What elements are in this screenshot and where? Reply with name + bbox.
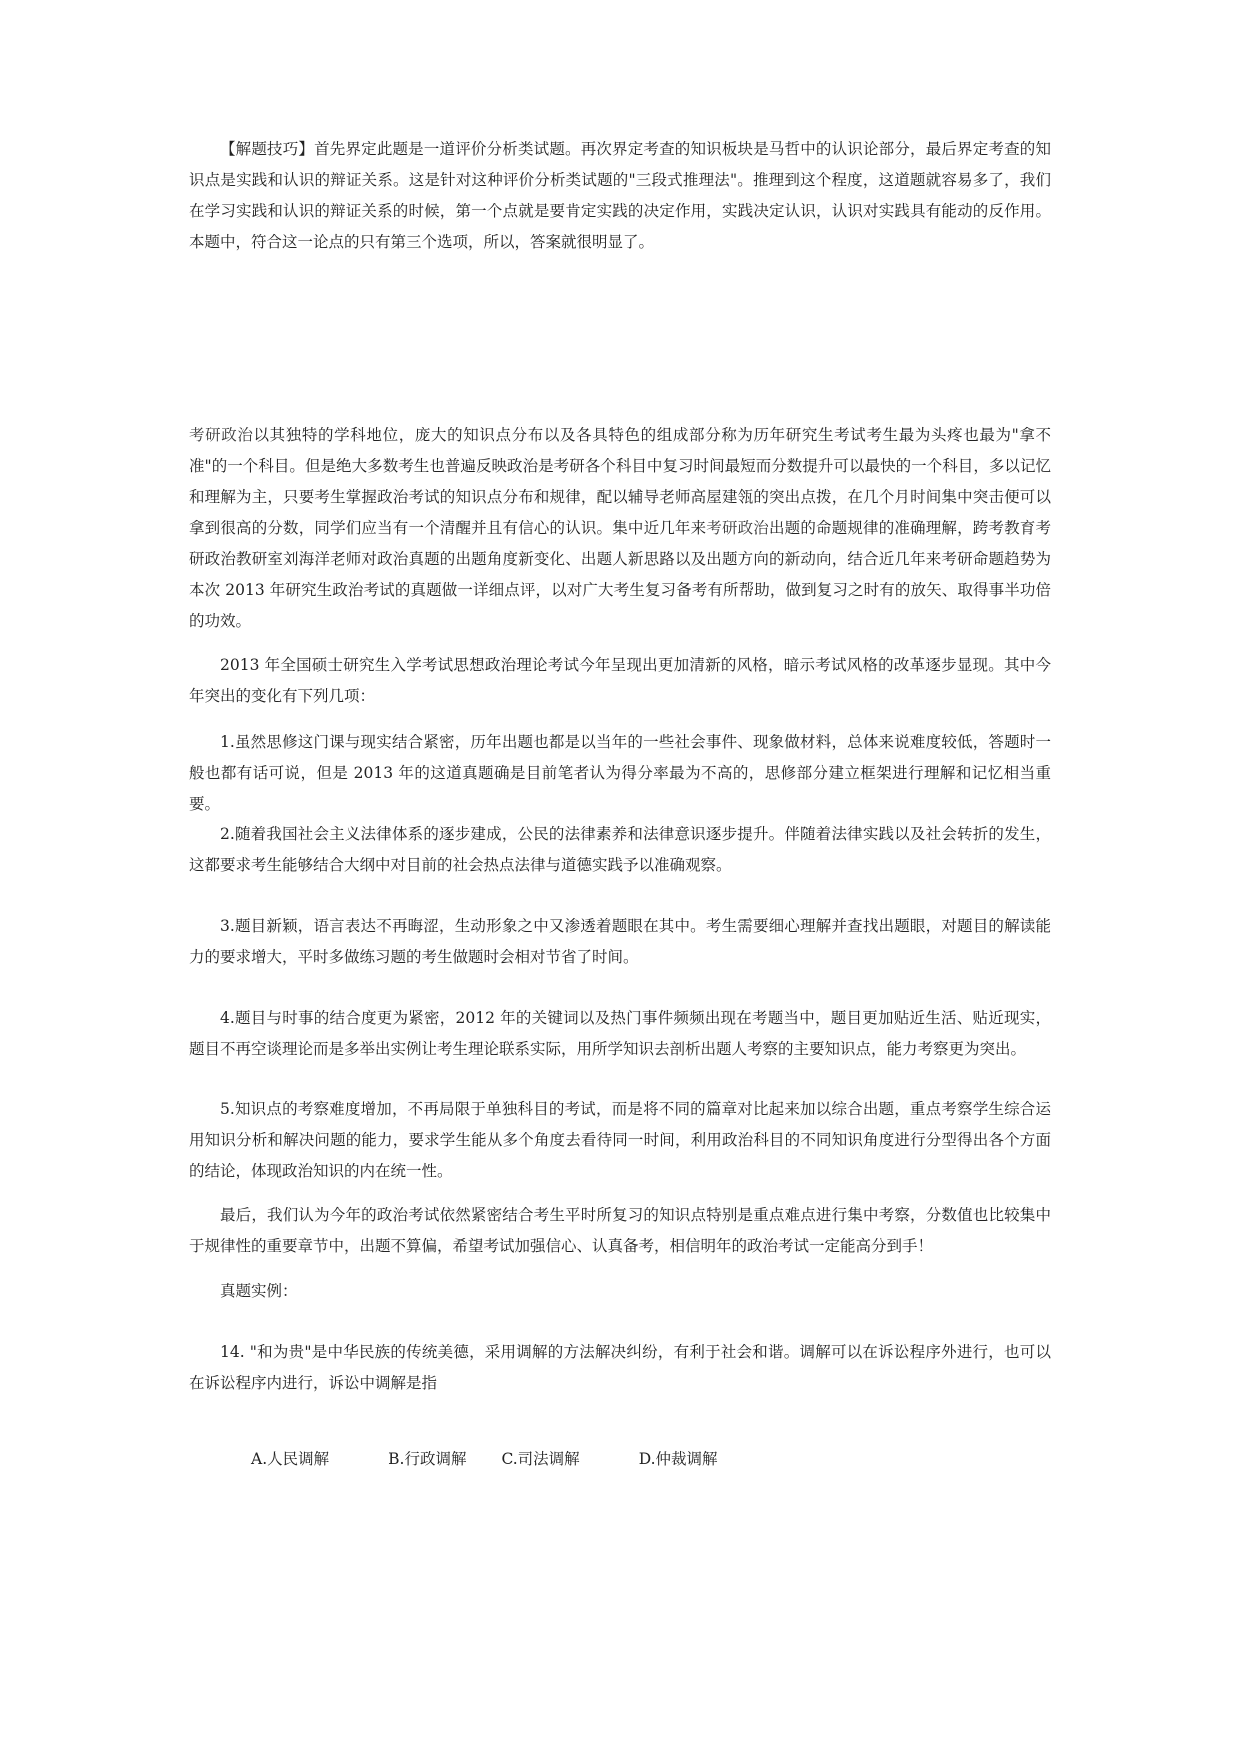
solution-tip-paragraph xyxy=(189,134,1051,258)
option-c: C.司法调解 xyxy=(501,1450,580,1468)
option-a: A.人民调解 xyxy=(251,1450,330,1468)
question-options xyxy=(189,1444,1051,1475)
intro-link-kaoyan-zhengzhi-2[interactable]: 考研政治 xyxy=(706,519,769,537)
intro-link-kaoyan-zhengzhi[interactable]: 考研政治 xyxy=(189,426,254,444)
point-5-paragraph: 5.知识点的考察难度增加，不再局限于单独科目的考试，而是将不同的篇章对比起来加以综合出题，重点考察学生综合运用知识分析和解决问题的能力，要求学生能从多个角度去看待同一时间，利用政治科目的不同知识角度进行分型得出各个方面的结论，体现政治知识的内在统一性。 xyxy=(189,1100,1051,1180)
point-2-paragraph: 2.随着我国社会主义法律体系的逐步建成，公民的法律素养和法律意识逐步提升。伴随着法律实践以及社会转折的发生，这都要求考生能够结合大纲中对目前的社会热点法律与道德实践予以准确观察。 xyxy=(189,825,1051,874)
solution-tip-text: 首先界定此题是一道评价分析类试题。再次界定考查的知识板块是马哲中的认识论部分，最后界定考查的知识点是实践和认识的辩证关系。这是针对这种评价分析类试题的"三段式推理法"。推理到这个程度，这道题就容易多了，我们在学习实践和认识的辩证关系的时候，第一个点就是要肯定实践的决定作用，实践决定认识，认识对实践具有能动的反作用。本题中，符合这一论点的只有第三个选项，所以，答案就很明显了。 xyxy=(189,140,1051,251)
option-b: B.行政调解 xyxy=(388,1450,467,1468)
question-stem: 14. "和为贵"是中华民族的传统美德，采用调解的方法解决纠纷，有利于社会和谐。调解可以在诉讼程序外进行，也可以在诉讼程序内进行，诉讼中调解是指 xyxy=(189,1343,1051,1392)
conclusion-paragraph: 最后，我们认为今年的政治考试依然紧密结合考生平时所复习的知识点特别是重点难点进行集中考察，分数值也比较集中于规律性的重要章节中，出题不算偏，希望考试加强信心、认真备考，相信明年的政治考试一定能高分到手！ xyxy=(189,1206,1051,1255)
solution-tip-label: 【解题技巧】 xyxy=(220,140,315,158)
overview-paragraph: 2013 年全国硕士研究生入学考试思想政治理论考试今年呈现出更加清新的风格，暗示考试风格的改革逐步显现。其中今年突出的变化有下列几项： xyxy=(189,656,1051,705)
intro-text-a: 以其独特的学科地位，庞大的知识点分布以及各具特色的组成部分称为历年研究生考试考生最为头疼也最为"拿不准"的一个科目。但是绝大多数考生也普遍反映政治是考研各个科目中复习时间最短而分数提升可以最快的一个科目，多以记忆和理解为主，只要考生掌握政治考试的知识点分布和规律，配以辅导老师高屋建瓴的突出点拨，在几个月时间集中突击便可以拿到很高的分数，同学们应当有一个清醒并且有信心的认识。集中近几年来 xyxy=(189,426,1051,537)
option-d: D.仲裁调解 xyxy=(638,1450,718,1468)
point-4-paragraph: 4.题目与时事的结合度更为紧密，2012 年的关键词以及热门事件频频出现在考题当中，题目更加贴近生活、贴近现实，题目不再空谈理论而是多举出实例让考生理论联系实际，用所学知识去剖析出题人考察的主要知识点，能力考察更为突出。 xyxy=(189,1009,1051,1058)
point-1-paragraph: 1.虽然思修这门课与现实结合紧密，历年出题也都是以当年的一些社会事件、现象做材料，总体来说难度较低，答题时一般也都有话可说，但是 2013 年的这道真题确是目前笔者认为得分率最为不高的，思修部分建立框架进行理解和记忆相当重要。 xyxy=(189,733,1051,813)
intro-text-b: 出题的命题规律的准确理解，跨考教育考研政治教研室刘海洋老师对政治真题的出题角度新变化、出题人新思路以及出题方向的新动向，结合近几年来考研命题趋势为本次 2013 年研究生政治考试的真题做一详细点评，以对广大考生复习备考有所帮助，做到复习之时有的放矢、取得事半功倍的功效。 xyxy=(189,519,1051,630)
intro-paragraph xyxy=(189,420,1051,637)
point-3-paragraph: 3.题目新颖，语言表达不再晦涩，生动形象之中又渗透着题眼在其中。考生需要细心理解并查找出题眼，对题目的解读能力的要求增大，平时多做练习题的考生做题时会相对节省了时间。 xyxy=(189,917,1051,966)
example-heading: 真题实例： xyxy=(220,1282,298,1300)
